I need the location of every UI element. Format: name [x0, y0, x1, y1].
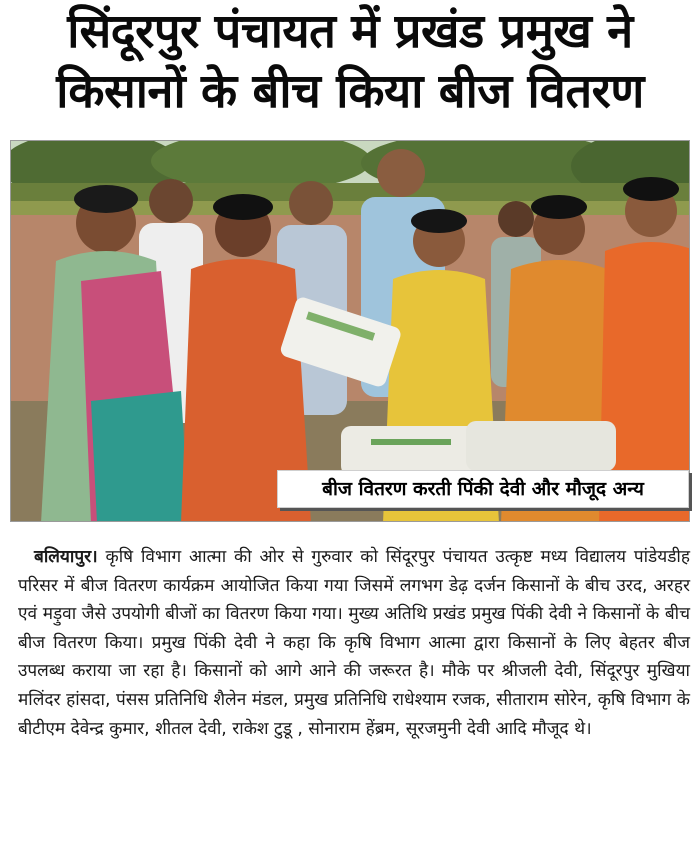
photo-illustration — [11, 141, 690, 522]
article-body — [18, 543, 690, 743]
article-text: कृषि विभाग आत्मा की ओर से गुरुवार को सिंदूरपुर पंचायत उत्कृष्ट मध्य विद्यालय पांडेयडीह परिसर में बीज वितरण कार्यक्रम आयोजित किया गया जिसमें लगभग डेढ़ दर्जन किसानों के बीच उरद, अरहर एवं मड़ुवा जैसे उपयोगी बीजों का वितरण किया गया। मुख्य अतिथि प्रखंड प्रमुख पिंकी देवी ने किसानों के बीच बीज वितरण किया। प्रमुख पिंकी देवी ने कहा कि कृषि विभाग आत्मा द्वारा किसानों के लिए बेहतर बीज उपलब्ध कराया जा रहा है। किसानों को आगे आने की जरूरत है। मौके पर श्रीजली देवी, सिंदूरपुर मुखिया मलिंदर हांसदा, पंसस प्रतिनिधि शैलेन मंडल, प्रमुख प्रतिनिधि राधेश्याम रजक, सीताराम सोरेन, कृषि विभाग के बीटीएम देवेन्द्र कुमार, शीतल देवी, राकेश टुडू , सोनाराम हेंब्रम, सूरजमुनी देवी आदि मौजूद थे। — [18, 547, 690, 739]
headline-line-1: सिंदूरपुर पंचायत में प्रखंड प्रमुख ने — [67, 4, 633, 59]
headline — [0, 2, 700, 122]
headline-line-2: किसानों के बीच किया बीज वितरण — [56, 64, 644, 119]
photo-caption: बीज वितरण करती पिंकी देवी और मौजूद अन्य — [277, 470, 689, 508]
news-photo — [10, 140, 690, 522]
seed-bag-pile — [341, 421, 616, 476]
article-dateline: बलियापुर। — [34, 547, 98, 567]
